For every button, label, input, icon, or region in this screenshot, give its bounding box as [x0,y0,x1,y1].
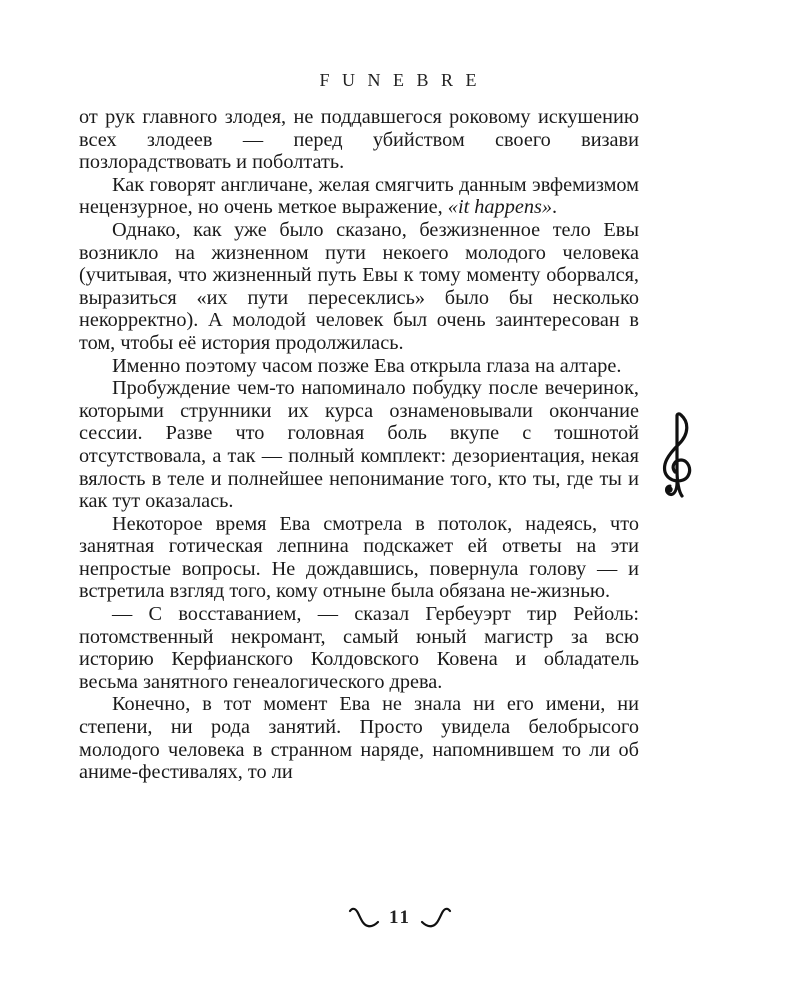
paragraph [79,174,639,219]
paragraph: Некоторое время Ева смотрела в потолок, надеясь, что занятная готическая лепнина подскажет ей ответы на эти непростые вопросы. Не дождавшись, повернула голову — и встретила взгляд того, кому отныне была обязана не-жизнью. [79,512,639,603]
paragraph-text: Как говорят англичане, желая смягчить данным эвфемизмом нецензурное, но очень меткое выражение, [79,173,639,219]
paragraph: Конечно, в тот момент Ева не знала ни его имени, ни степени, ни рода занятий. Просто увидела белобрысого молодого человека в странном наряде, напомнившем то ли об аниме-фестивалях, то ли [79,693,639,784]
page-number: 11 [389,907,411,928]
paragraph: Именно поэтому часом позже Ева открыла глаза на алтаре. [112,354,622,377]
treble-clef-icon [655,412,703,498]
swash-ornament-icon [347,905,381,931]
folio [0,903,800,933]
body-text [79,106,639,784]
paragraph: от рук главного злодея, не поддавшегося роковому искушению всех злодеев — перед убийством своего визави позлорадствовать и поболтать. [79,106,639,174]
paragraph: Пробуждение чем-то напоминало побудку после вечеринок, которыми струнники их курса ознаменовывали окончание сессии. Разве что головная боль вкупе с тошнотой отсутствовала, а так — полный комплект: дезориентация, некая вялость в теле и полнейшее непонимание того, кто ты, где ты и как тут оказалась. [79,377,639,513]
paragraph-text: . [552,196,558,219]
italic-phrase: «it happens» [447,196,553,219]
swash-ornament-icon [419,905,453,931]
paragraph: — С восставанием, — сказал Гербеуэрт тир Рейоль: потомственный некромант, самый юный магистр за всю историю Керфианского Колдовского Ковена и обладатель весьма занятного генеалогического древа. [79,603,639,693]
running-head: F U N E B R E [319,70,481,90]
paragraph: Однако, как уже было сказано, безжизненное тело Евы возникло на жизненном пути некоего молодого человека (учитывая, что жизненный путь Евы к тому моменту оборвался, выразиться «их пути пересеклись» было бы несколько некорректно). А молодой человек был очень заинтересован в том, чтобы её история продолжилась. [79,218,639,354]
